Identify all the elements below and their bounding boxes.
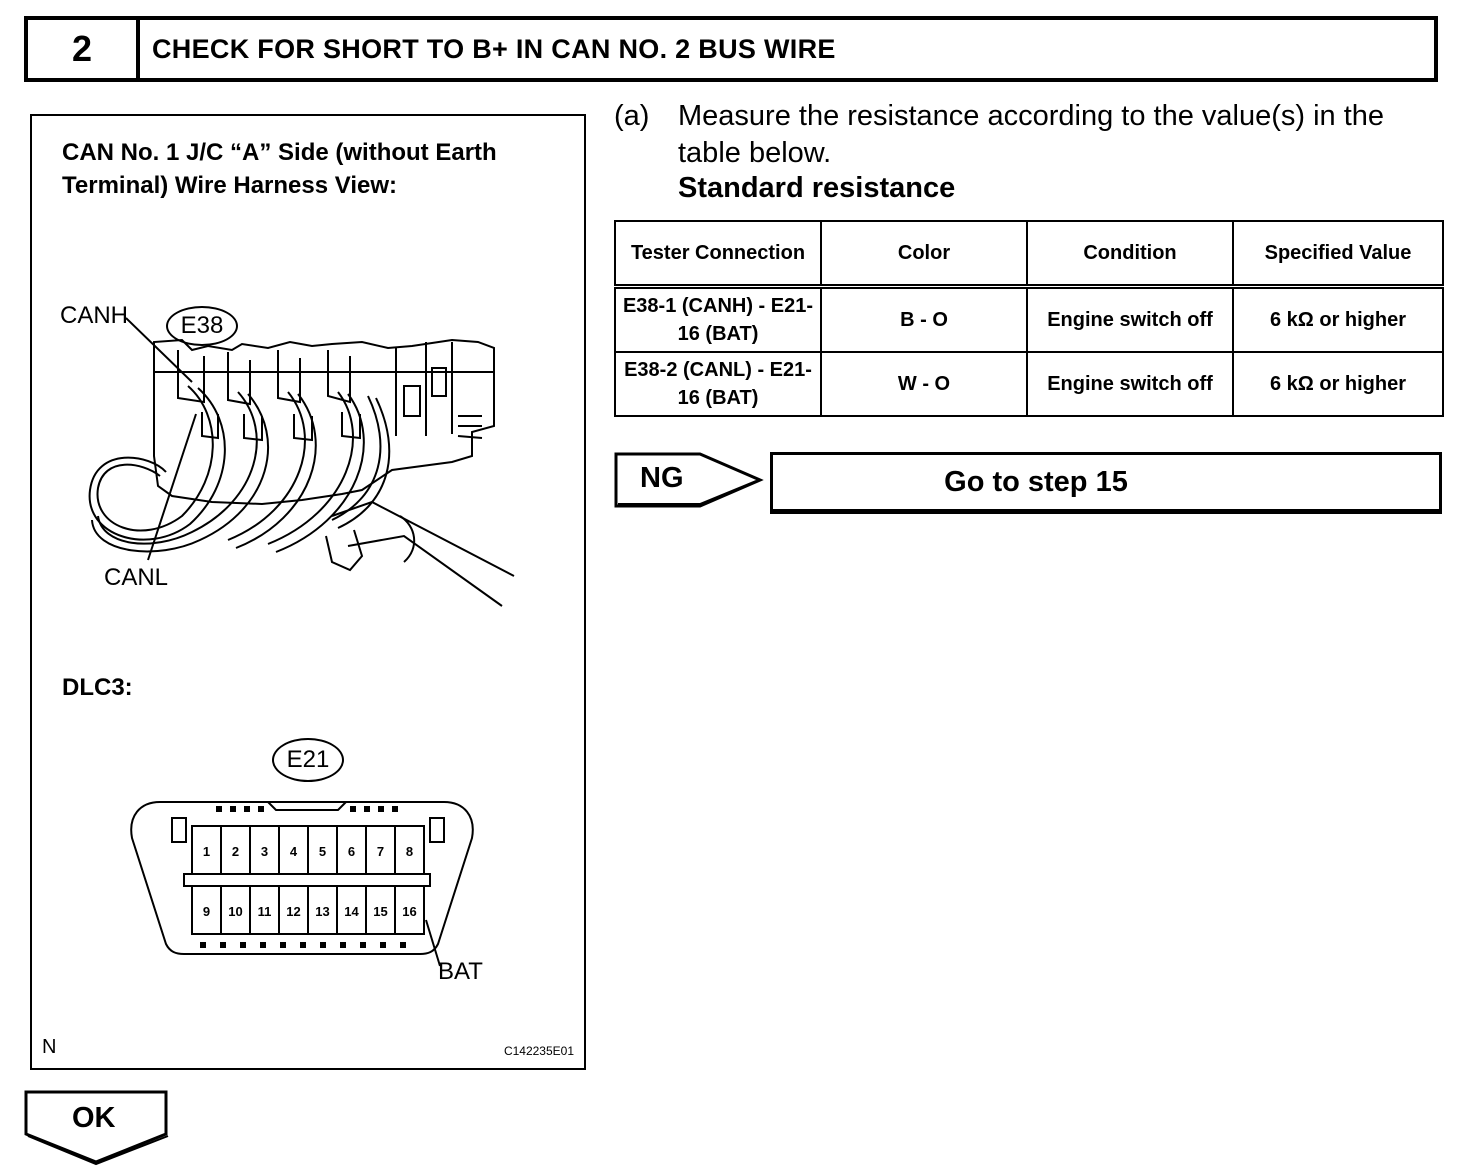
pin-number: 15 [373,904,388,919]
pin-number: 13 [315,904,330,919]
dlc3-connector-drawing [131,802,473,966]
cell-color: W - O [821,352,1027,416]
cell-color: B - O [821,287,1027,353]
cell-tester-connection: E38-1 (CANH) - E21-16 (BAT) [615,287,821,353]
ng-arrow[interactable] [614,452,764,508]
figure-corner-mark: N [42,1036,57,1058]
pin-number: 4 [289,844,298,859]
pin-number: 6 [347,844,356,859]
pin-number: 5 [318,844,327,859]
cell-tester-connection: E38-2 (CANL) - E21-16 (BAT) [615,352,821,416]
pin-number: 2 [231,844,240,859]
canl-label: CANL [104,564,169,591]
dlc3-pin-numbers [203,844,417,919]
instruction-step-label: (a) [614,100,650,132]
connector-illustration [32,116,584,1068]
e21-connector-bubble: E21 [272,738,344,782]
bat-label: BAT [438,958,483,985]
e38-connector-bubble: E38 [166,306,238,346]
table-header-row [615,221,1443,287]
ng-label: NG [640,462,684,494]
header-color: Color [821,221,1027,287]
cell-specified-value: 6 kΩ or higher [1233,352,1443,416]
header-tester-connection: Tester Connection [615,221,821,287]
pin-number: 16 [402,904,417,919]
canl-leader-line [148,414,196,560]
pin-number: 8 [405,844,414,859]
ok-arrow[interactable] [24,1090,170,1166]
cell-specified-value: 6 kΩ or higher [1233,287,1443,353]
pin-number: 10 [228,904,243,919]
step-header [24,16,1438,82]
instruction-text: Measure the resistance according to the value(s) in the table below. [678,100,1385,169]
canh-label: CANH [60,302,129,329]
ng-arrow-shape [614,452,764,508]
figure-code: C142235E01 [503,1044,574,1058]
table-row [615,287,1443,353]
pin-number: 1 [202,844,211,859]
pin-number: 3 [260,844,269,859]
header-specified-value: Specified Value [1233,221,1443,287]
cell-condition: Engine switch off [1027,287,1233,353]
step-number: 2 [28,20,140,78]
ng-result-text: Go to step 15 [944,465,1128,498]
table-row [615,352,1443,416]
dlc3-title: DLC3: [62,674,133,701]
standard-resistance-table [614,220,1444,417]
harness-view-title: CAN No. 1 J/C “A” Side (without Earth Terminal) Wire Harness View: [62,139,497,199]
ng-result-box[interactable] [770,452,1442,514]
pin-number: 14 [344,904,359,919]
header-condition: Condition [1027,221,1233,287]
pin-number: 7 [376,844,385,859]
ok-label: OK [72,1102,116,1134]
illustration-panel [30,114,586,1070]
dlc3-pin-dividers [221,826,395,934]
step-title: CHECK FOR SHORT TO B+ IN CAN NO. 2 BUS WIRE [152,33,836,64]
pin-number: 11 [257,904,272,919]
dlc3-connector-teeth [200,806,406,948]
standard-resistance-heading: Standard resistance [678,172,956,204]
pin-number: 12 [286,904,301,919]
pin-number: 9 [202,904,211,919]
cell-condition: Engine switch off [1027,352,1233,416]
